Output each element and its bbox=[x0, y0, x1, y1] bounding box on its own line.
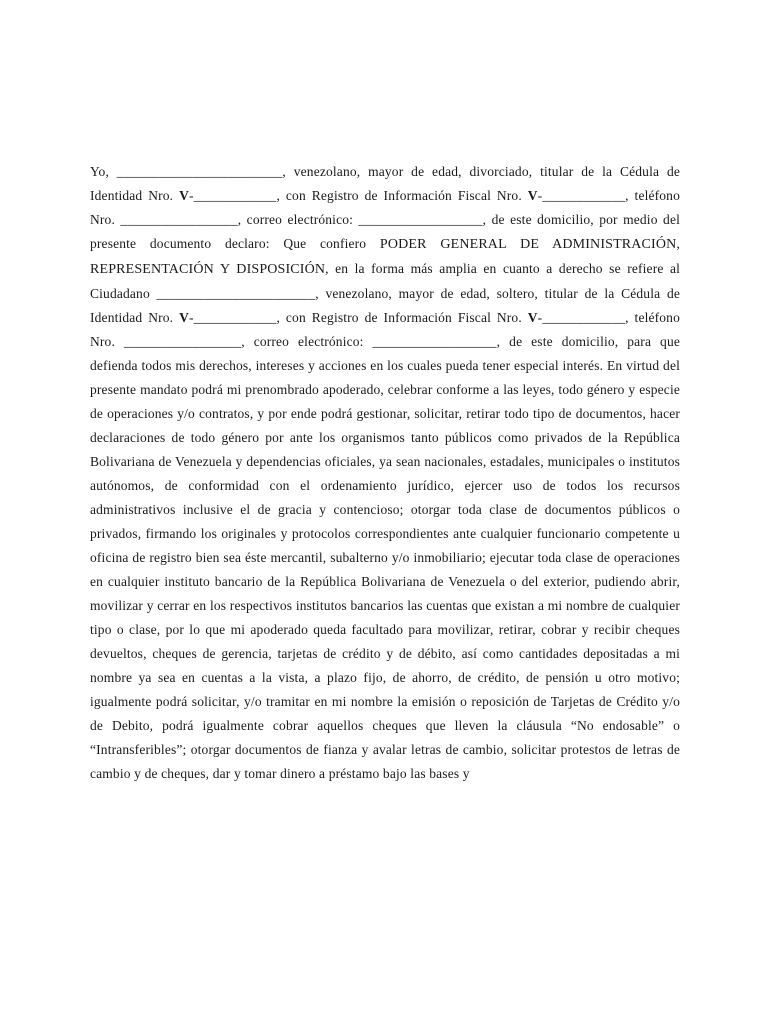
text-segment: , en la forma más amplia en cuanto a derecho se refiere al Ciudadano _______________________, venezolano, mayor de edad, soltero, titular de la Cédula de Identidad Nro. bbox=[90, 261, 681, 325]
text-segment: -____________, con Registro de Información Fiscal Nro. bbox=[189, 188, 528, 203]
text-segment: -____________, con Registro de Información Fiscal Nro. bbox=[189, 310, 528, 325]
text-segment: -____________, teléfono Nro. _________________, correo electrónico: __________________, de este domicilio, por medio del presente documento declaro: Que confiero bbox=[90, 188, 680, 251]
rif-prefix: V bbox=[527, 310, 538, 325]
id-prefix: V bbox=[179, 188, 190, 203]
power-of-attorney-paragraph bbox=[90, 160, 680, 786]
id-prefix: V bbox=[179, 310, 190, 325]
rif-prefix: V bbox=[527, 188, 538, 203]
power-title: PODER GENERAL DE ADMINISTRACIÓN, REPRESENTACIÓN Y DISPOSICIÓN bbox=[90, 237, 680, 277]
text-segment: -____________, teléfono Nro. _________________, correo electrónico: __________________, de este domicilio, para que defienda todos mis derechos, intereses y acciones en los cuales pueda tener especial interés. En virtud del presente mandato podrá mi prenombrado apoderado, celebrar conforme a las leyes, todo género y especie de operaciones y/o contratos, y por ende podrá gestionar, solicitar, retirar todo tipo de documentos, hacer declaraciones de todo género por ante los organismos tanto públicos como privados de la República Bolivariana de Venezuela y dependencias oficiales, ya sean nacionales, estadales, municipales o institutos autónomos, de conformidad con el ordenamiento jurídico, ejercer uso de todos los recursos administrativos inclusive el de gracia y contencioso; otorgar toda clase de documentos públicos o privados, firmando los originales y protocolos correspondientes ante cualquier funcionario competente u oficina de registro bien sea éste mercantil, subalterno y/o inmobiliario; ejecutar toda clase de operaciones en cualquier instituto bancario de la República Bolivariana de Venezuela o del exterior, pudiendo abrir, movilizar y cerrar en los respectivos institutos bancarios las cuentas que existan a mi nombre de cualquier tipo o clase, por lo que mi apoderado queda facultado para movilizar, retirar, cobrar y recibir cheques devueltos, cheques de gerencia, tarjetas de crédito y de débito, así como cantidades depositadas a mi nombre ya sea en cuentas a la vista, a plazo fijo, de ahorro, de crédito, de pensión u otro motivo; igualmente podrá solicitar, y/o tramitar en mi nombre la emisión o reposición de Tarjetas de Crédito y/o de Debito, podrá igualmente cobrar aquellos cheques que lleven la cláusula “No endosable” o “Intransferibles”; otorgar documentos de fianza y avalar letras de cambio, solicitar protestos de letras de cambio y de cheques, dar y tomar dinero a préstamo bajo las bases y bbox=[90, 310, 680, 781]
text-segment: Yo, ________________________, venezolano, mayor de edad, divorciado, titular de la Cédula de Identidad Nro. bbox=[90, 164, 680, 203]
